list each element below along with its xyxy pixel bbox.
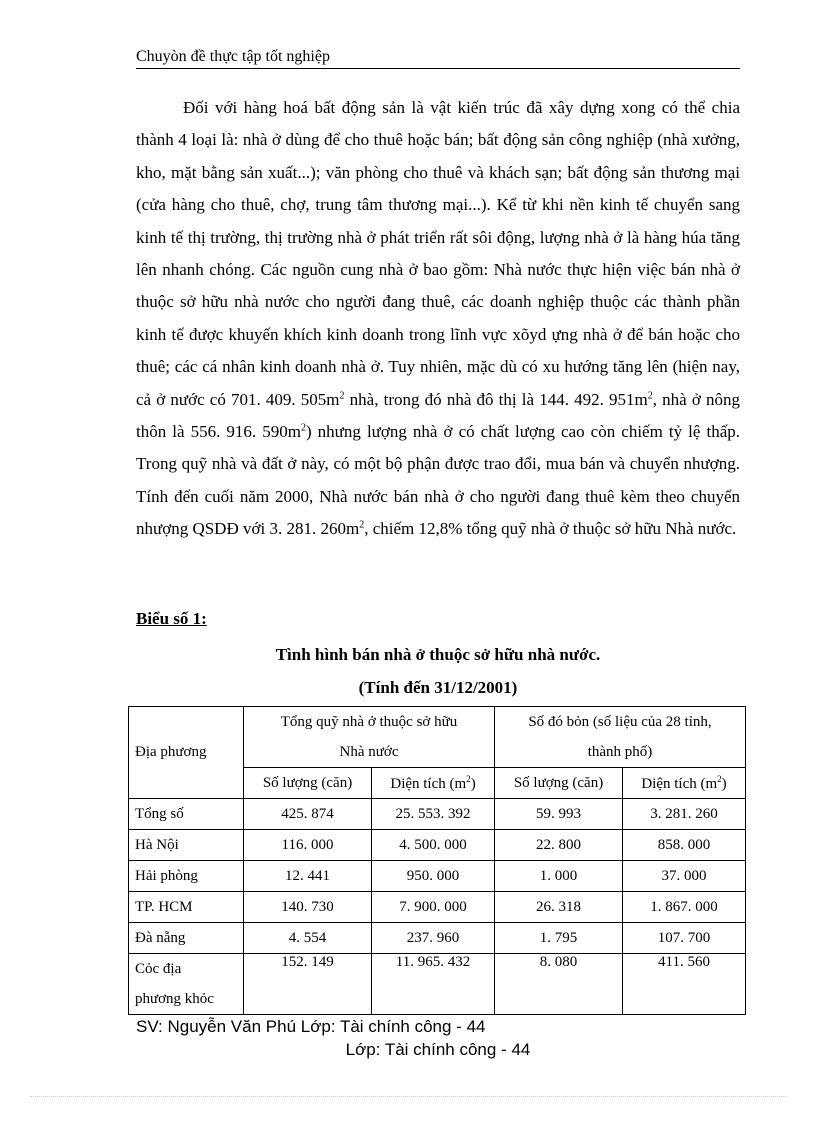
- page-bottom-rule: [30, 1096, 786, 1097]
- row-qty-sold: 26. 318: [495, 892, 623, 923]
- row-qty-total: 425. 874: [244, 799, 372, 830]
- footer-class: Lớp: Tài chính công - 44: [345, 1040, 531, 1059]
- row-area-sold: 37. 000: [623, 861, 746, 892]
- row-area-total: 950. 000: [372, 861, 495, 892]
- table-row: [129, 830, 746, 861]
- row-qty-total: 4. 554: [244, 923, 372, 954]
- body-paragraph: Đối với hàng hoá bất động sản là vật kiến trúc đã xây dựng xong có thể chia thành 4 loại là: nhà ở dùng để cho thuê hoặc bán; bất động sản công nghiệp (nhà xưởng, kho, mặt bằng sản xuất...); văn phòng cho thuê và khách sạn; bất động sản thương mại (cửa hàng cho thuê, chợ, trung tâm thương mại...). Kể từ khi nền kinh tế chuyển sang kinh tế thị trường, thị trường nhà ở phát triển rất sôi động, lượng nhà ở là hàng húa tăng lên nhanh chóng. Các nguồn cung nhà ở bao gồm: Nhà nước thực hiện việc bán nhà ở thuộc sở hữu nhà nước cho người đang thuê, các doanh nghiệp thuộc các thành phần kinh tế được khuyến khích kinh doanh trong lĩnh vực xõyd ựng nhà ở để bán hoặc cho thuê; các cá nhân kinh doanh nhà ở. Tuy nhiên, mặc dù có xu hướng tăng lên (hiện nay, cả ở nước có 701. 409. $505m^2$ nhà, trong đó nhà đô thị là 144. 492. $951m^2$, nhà ở nông thôn là 556. 916. $590m^2$) nhưng lượng nhà ở có chất lượng cao còn chiếm tỷ lệ thấp. Trong quỹ nhà và đất ở này, có một bộ phận được trao đổi, mua bán và chuyển nhượng. Tính đến cuối năm 2000, Nhà nước bán nhà ở cho người đang thuê kèm theo chuyển nhượng QSDĐ với 3. 281. $260m^2$, chiếm 12,8% tổng quỹ nhà ở thuộc sở hữu Nhà nước.: [136, 98, 741, 539]
- row-qty-total: 152. 149: [244, 954, 372, 1015]
- row-area-sold: 411. 560: [623, 954, 746, 1015]
- row-qty-sold: 8. 080: [495, 954, 623, 1015]
- row-region: Hà Nội: [129, 830, 244, 861]
- row-area-sold: 1. 867. 000: [623, 892, 746, 923]
- row-region: Hải phòng: [129, 861, 244, 892]
- subheader-area-sold: Diện tích $(m^2)$: [623, 768, 746, 799]
- row-area-total: 237. 960: [372, 923, 495, 954]
- row-area-sold: 107. 700: [623, 923, 746, 954]
- table-header-row: [129, 707, 746, 768]
- page-header: Chuyòn đề thực tập tốt nghiệp: [136, 48, 740, 69]
- header-total-fund: Tổng quỹ nhà ở thuộc sở hữu Nhà nước: [244, 707, 495, 768]
- header-sold: Số đó bỏn (số liệu của 28 tỉnh, thành phố): [495, 707, 746, 768]
- row-area-total: 7. 900. 000: [372, 892, 495, 923]
- table-row: [129, 799, 746, 830]
- footer-student: SV: Nguyễn Văn Phú Lớp: Tài chính công - 44: [136, 1017, 486, 1036]
- table-row: [129, 954, 746, 1015]
- table-row: [129, 923, 746, 954]
- housing-sales-table: [128, 706, 746, 1015]
- header-region: Địa phương: [129, 707, 244, 799]
- row-region: TP. HCM: [129, 892, 244, 923]
- row-qty-total: 116. 000: [244, 830, 372, 861]
- row-qty-sold: 59. 993: [495, 799, 623, 830]
- row-qty-total: 12. 441: [244, 861, 372, 892]
- subheader-qty-total: Số lượng (căn): [244, 768, 372, 799]
- table-title: Tình hình bán nhà ở thuộc sở hữu nhà nước.: [275, 645, 601, 664]
- row-region: Đà nẵng: [129, 923, 244, 954]
- row-area-sold: 3. 281. 260: [623, 799, 746, 830]
- row-region: Cỏc địa phương khỏc: [129, 954, 244, 1015]
- table-label: Biểu số 1:: [136, 609, 207, 628]
- subheader-qty-sold: Số lượng (căn): [495, 768, 623, 799]
- row-area-total: 11. 965. 432: [372, 954, 495, 1015]
- row-qty-sold: 22. 800: [495, 830, 623, 861]
- row-region: Tổng số: [129, 799, 244, 830]
- row-qty-total: 140. 730: [244, 892, 372, 923]
- row-qty-sold: 1. 000: [495, 861, 623, 892]
- table-row: [129, 892, 746, 923]
- row-area-total: 4. 500. 000: [372, 830, 495, 861]
- table-row: [129, 861, 746, 892]
- row-area-sold: 858. 000: [623, 830, 746, 861]
- row-qty-sold: 1. 795: [495, 923, 623, 954]
- table-subtitle: (Tính đến 31/12/2001): [358, 678, 518, 697]
- subheader-area-total: Diện tích $(m^2)$: [372, 768, 495, 799]
- footer-divider: [136, 1014, 740, 1015]
- row-area-total: 25. 553. 392: [372, 799, 495, 830]
